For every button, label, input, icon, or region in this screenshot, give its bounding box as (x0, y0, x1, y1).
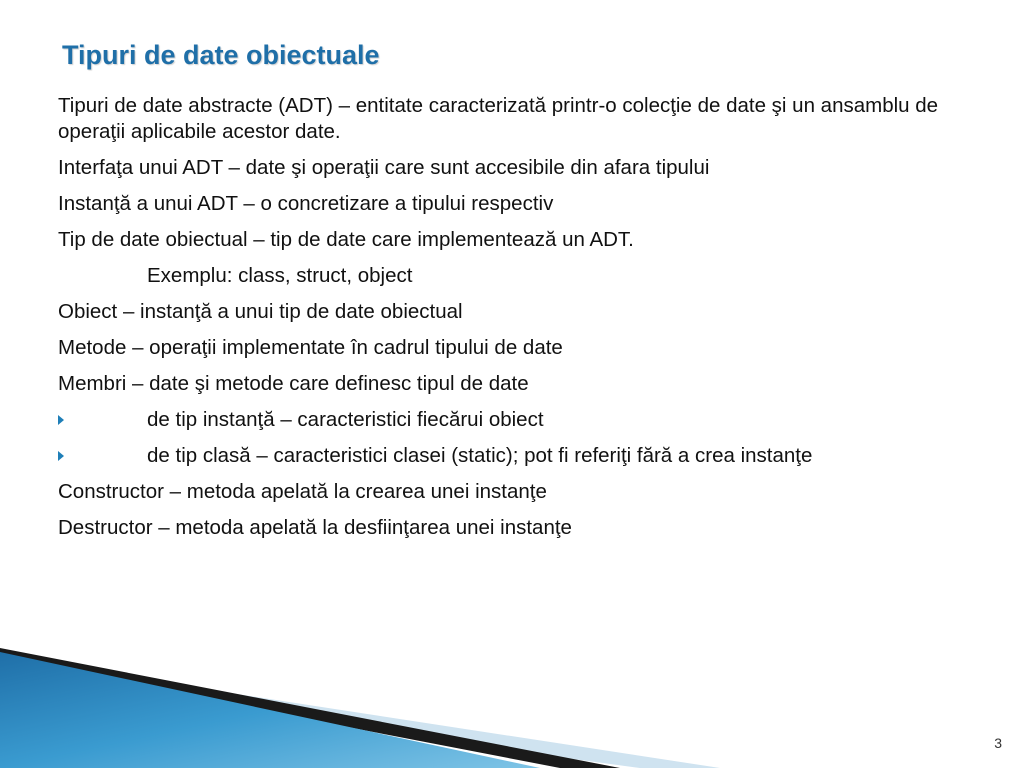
sub-list-item-text: de tip clasă – caracteristici clasei (static); pot fi referiţi fără a crea instanţe (147, 444, 813, 467)
decorative-wave (0, 640, 1024, 768)
list-item: Obiect – instanţă a unui tip de date obiectual (58, 300, 463, 323)
list-item: Interfaţa unui ADT – date şi operaţii care sunt accesibile din afara tipului (58, 156, 710, 179)
page-number: 3 (994, 735, 1002, 751)
sub-list-item-text: de tip instanţă – caracteristici fiecărui obiect (147, 408, 544, 431)
list-item: Membri – date şi metode care definesc tipul de date (58, 372, 529, 395)
slide-title: Tipuri de date obiectuale (62, 40, 380, 70)
triangle-right-icon (58, 451, 64, 461)
list-item: Destructor – metoda apelată la desfiinţarea unei instanţe (58, 516, 572, 539)
sub-list-item (58, 407, 998, 433)
list-item: Constructor – metoda apelată la crearea unei instanţe (58, 480, 547, 503)
list-item: Instanţă a unui ADT – o concretizare a tipului respectiv (58, 192, 554, 215)
list-item-example: Exemplu: class, struct, object (147, 264, 413, 287)
triangle-right-icon (58, 415, 64, 425)
sub-list-item (58, 443, 998, 469)
list-item: Tip de date obiectual – tip de date care implementează un ADT. (58, 228, 634, 251)
list-item: Tipuri de date abstracte (ADT) – entitate caracterizată printr-o colecţie de date şi un ansamblu de operaţii aplicabile acestor date. (58, 94, 939, 143)
list-item: Metode – operaţii implementate în cadrul tipului de date (58, 336, 563, 359)
slide-body (58, 93, 998, 551)
